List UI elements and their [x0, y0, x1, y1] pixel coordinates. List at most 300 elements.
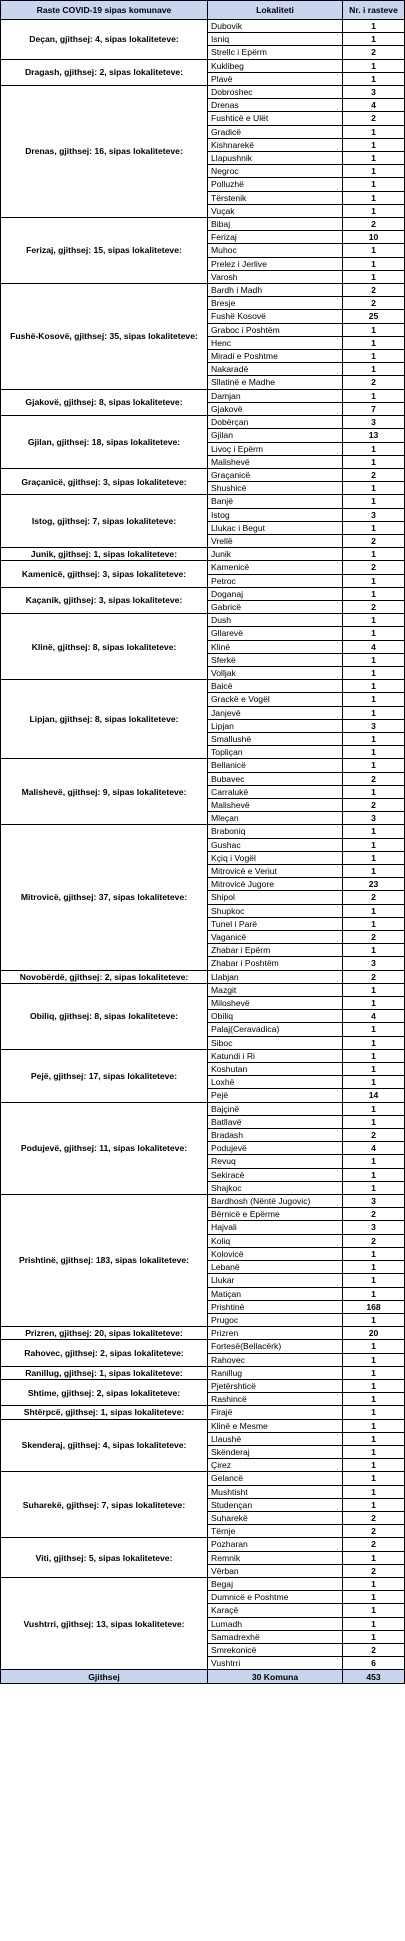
case-count-cell: 1 [343, 838, 405, 851]
case-count-cell: 23 [343, 878, 405, 891]
total-label: Gjithsej [1, 1670, 208, 1684]
case-count-cell: 2 [343, 772, 405, 785]
locality-cell: Kolovicë [208, 1247, 343, 1260]
municipality-cell: Lipjan, gjithsej: 8, sipas lokaliteteve: [1, 680, 208, 759]
table-row [1, 218, 405, 231]
case-count-cell: 1 [343, 1432, 405, 1445]
case-count-cell: 4 [343, 99, 405, 112]
case-count-cell: 2 [343, 468, 405, 481]
locality-cell: Mazgit [208, 983, 343, 996]
locality-cell: Koliq [208, 1234, 343, 1247]
case-count-cell: 1 [343, 257, 405, 270]
locality-cell: Gjilan [208, 429, 343, 442]
locality-cell: Siboc [208, 1036, 343, 1049]
municipality-cell: Novobërdë, gjithsej: 2, sipas lokaliteteve: [1, 970, 208, 983]
locality-cell: Sferkë [208, 653, 343, 666]
locality-cell: Remnik [208, 1551, 343, 1564]
locality-cell: Dobroshec [208, 86, 343, 99]
municipality-cell: Istog, gjithsej: 7, sipas lokaliteteve: [1, 495, 208, 548]
locality-cell: Lipjan [208, 719, 343, 732]
case-count-cell: 4 [343, 1010, 405, 1023]
case-count-cell: 1 [343, 1485, 405, 1498]
case-count-cell: 1 [343, 125, 405, 138]
locality-cell: Begaj [208, 1577, 343, 1590]
table-row [1, 1406, 405, 1419]
table-row [1, 284, 405, 297]
municipality-cell: Kaçanik, gjithsej: 3, sipas lokaliteteve: [1, 587, 208, 613]
municipality-cell: Podujevë, gjithsej: 11, sipas lokaliteteve: [1, 1102, 208, 1194]
case-count-cell: 1 [343, 178, 405, 191]
case-count-cell: 2 [343, 931, 405, 944]
municipality-cell: Skenderaj, gjithsej: 4, sipas lokaliteteve: [1, 1419, 208, 1472]
locality-cell: Volljak [208, 666, 343, 679]
header-count: Nr. i rasteve [343, 1, 405, 20]
locality-cell: Lumadh [208, 1617, 343, 1630]
municipality-cell: Gjilan, gjithsej: 18, sipas lokaliteteve: [1, 416, 208, 469]
locality-cell: Samadrexhë [208, 1630, 343, 1643]
table-row [1, 1472, 405, 1485]
locality-cell: Drenas [208, 99, 343, 112]
locality-cell: Bajçinë [208, 1102, 343, 1115]
case-count-cell: 1 [343, 20, 405, 33]
table-header-row [1, 1, 405, 20]
municipality-cell: Vushtrri, gjithsej: 13, sipas lokaliteteve: [1, 1577, 208, 1669]
case-count-cell: 1 [343, 495, 405, 508]
locality-cell: Gradicë [208, 125, 343, 138]
municipality-cell: Ferizaj, gjithsej: 15, sipas lokaliteteve: [1, 218, 208, 284]
locality-cell: Zhabar i Epërm [208, 944, 343, 957]
locality-cell: Kamenicë [208, 561, 343, 574]
municipality-cell: Obiliq, gjithsej: 8, sipas lokaliteteve: [1, 983, 208, 1049]
case-count-cell: 1 [343, 1406, 405, 1419]
locality-cell: Bellanicë [208, 759, 343, 772]
municipality-cell: Kamenicë, gjithsej: 3, sipas lokaliteteve: [1, 561, 208, 587]
case-count-cell: 2 [343, 561, 405, 574]
case-count-cell: 1 [343, 1419, 405, 1432]
locality-cell: Mleçan [208, 812, 343, 825]
case-count-cell: 1 [343, 204, 405, 217]
table-row [1, 759, 405, 772]
municipality-cell: Fushë-Kosovë, gjithsej: 35, sipas lokaliteteve: [1, 284, 208, 390]
case-count-cell: 6 [343, 1657, 405, 1670]
total-row [1, 1670, 405, 1684]
locality-cell: Gushac [208, 838, 343, 851]
locality-cell: Vushtrri [208, 1657, 343, 1670]
case-count-cell: 1 [343, 482, 405, 495]
table-row [1, 86, 405, 99]
municipality-cell: Mitrovicë, gjithsej: 37, sipas lokaliteteve: [1, 825, 208, 970]
case-count-cell: 2 [343, 297, 405, 310]
locality-cell: Sllatinë e Madhe [208, 376, 343, 389]
locality-cell: Vaganicë [208, 931, 343, 944]
table-row [1, 1340, 405, 1353]
municipality-cell: Rahovec, gjithsej: 2, sipas lokaliteteve: [1, 1340, 208, 1366]
table-row [1, 20, 405, 33]
case-count-cell: 1 [343, 693, 405, 706]
locality-cell: Janjevë [208, 706, 343, 719]
case-count-cell: 1 [343, 1287, 405, 1300]
case-count-cell: 3 [343, 812, 405, 825]
case-count-cell: 1 [343, 72, 405, 85]
case-count-cell: 1 [343, 1181, 405, 1194]
case-count-cell: 4 [343, 640, 405, 653]
case-count-cell: 1 [343, 1459, 405, 1472]
case-count-cell: 1 [343, 138, 405, 151]
case-count-cell: 1 [343, 574, 405, 587]
case-count-cell: 2 [343, 1511, 405, 1524]
header-municipality: Raste COVID-19 sipas komunave [1, 1, 208, 20]
case-count-cell: 1 [343, 350, 405, 363]
locality-cell: Prelez i Jerlive [208, 257, 343, 270]
locality-cell: Gllarevë [208, 627, 343, 640]
table-row [1, 680, 405, 693]
case-count-cell: 1 [343, 983, 405, 996]
header-locality: Lokaliteti [208, 1, 343, 20]
locality-cell: Graboc i Poshtëm [208, 323, 343, 336]
case-count-cell: 1 [343, 1577, 405, 1590]
locality-cell: Shushicë [208, 482, 343, 495]
locality-cell: Palaj(Ceravadica) [208, 1023, 343, 1036]
municipality-cell: Pejë, gjithsej: 17, sipas lokaliteteve: [1, 1049, 208, 1102]
case-count-cell: 1 [343, 191, 405, 204]
table-row [1, 1049, 405, 1062]
case-count-cell: 2 [343, 970, 405, 983]
case-count-cell: 1 [343, 1551, 405, 1564]
case-count-cell: 1 [343, 1049, 405, 1062]
locality-cell: Vërban [208, 1564, 343, 1577]
case-count-cell: 1 [343, 59, 405, 72]
case-count-cell: 1 [343, 1472, 405, 1485]
table-row [1, 1538, 405, 1551]
case-count-cell: 4 [343, 1142, 405, 1155]
locality-cell: Revuq [208, 1155, 343, 1168]
municipality-cell: Gjakovë, gjithsej: 8, sipas lokaliteteve: [1, 389, 208, 415]
table-row [1, 983, 405, 996]
total-count: 453 [343, 1670, 405, 1684]
locality-cell: Pozharan [208, 1538, 343, 1551]
locality-cell: Suharekë [208, 1511, 343, 1524]
table-row [1, 1195, 405, 1208]
table-row [1, 1366, 405, 1379]
case-count-cell: 1 [343, 627, 405, 640]
case-count-cell: 1 [343, 1036, 405, 1049]
locality-cell: Bardh i Madh [208, 284, 343, 297]
case-count-cell: 1 [343, 152, 405, 165]
municipality-cell: Viti, gjithsej: 5, sipas lokaliteteve: [1, 1538, 208, 1578]
case-count-cell: 3 [343, 416, 405, 429]
locality-cell: Pjetërshticë [208, 1379, 343, 1392]
municipality-cell: Shtërpcë, gjithsej: 1, sipas lokaliteteve: [1, 1406, 208, 1419]
case-count-cell: 3 [343, 86, 405, 99]
locality-cell: Ferizaj [208, 231, 343, 244]
case-count-cell: 1 [343, 944, 405, 957]
case-count-cell: 1 [343, 442, 405, 455]
locality-cell: Braboniq [208, 825, 343, 838]
locality-cell: Mushtisht [208, 1485, 343, 1498]
locality-cell: Loxhë [208, 1076, 343, 1089]
case-count-cell: 1 [343, 997, 405, 1010]
municipality-cell: Shtime, gjithsej: 2, sipas lokaliteteve: [1, 1379, 208, 1405]
locality-cell: Junik [208, 548, 343, 561]
case-count-cell: 2 [343, 112, 405, 125]
case-count-cell: 1 [343, 1353, 405, 1366]
municipality-cell: Junik, gjithsej: 1, sipas lokaliteteve: [1, 548, 208, 561]
locality-cell: Dush [208, 614, 343, 627]
total-municipalities: 30 Komuna [208, 1670, 343, 1684]
case-count-cell: 1 [343, 336, 405, 349]
locality-cell: Rashincë [208, 1393, 343, 1406]
case-count-cell: 1 [343, 244, 405, 257]
case-count-cell: 1 [343, 1076, 405, 1089]
locality-cell: Gabricë [208, 600, 343, 613]
locality-cell: Baicë [208, 680, 343, 693]
table-row [1, 587, 405, 600]
locality-cell: Isniq [208, 33, 343, 46]
table-row [1, 468, 405, 481]
case-count-cell: 2 [343, 600, 405, 613]
case-count-cell: 1 [343, 1366, 405, 1379]
municipality-cell: Ranillug, gjithsej: 1, sipas lokaliteteve: [1, 1366, 208, 1379]
case-count-cell: 1 [343, 1063, 405, 1076]
case-count-cell: 1 [343, 917, 405, 930]
locality-cell: Kishnarekë [208, 138, 343, 151]
locality-cell: Llabjan [208, 970, 343, 983]
locality-cell: Damjan [208, 389, 343, 402]
locality-cell: Kuklibeg [208, 59, 343, 72]
table-row [1, 389, 405, 402]
municipality-cell: Malishevë, gjithsej: 9, sipas lokaliteteve: [1, 759, 208, 825]
locality-cell: Doganaj [208, 587, 343, 600]
municipality-cell: Klinë, gjithsej: 8, sipas lokaliteteve: [1, 614, 208, 680]
case-count-cell: 25 [343, 310, 405, 323]
case-count-cell: 1 [343, 270, 405, 283]
locality-cell: Petroc [208, 574, 343, 587]
case-count-cell: 2 [343, 1208, 405, 1221]
locality-cell: Vuçak [208, 204, 343, 217]
locality-cell: Vrellë [208, 534, 343, 547]
case-count-cell: 2 [343, 1538, 405, 1551]
case-count-cell: 1 [343, 363, 405, 376]
case-count-cell: 1 [343, 1379, 405, 1392]
case-count-cell: 2 [343, 284, 405, 297]
case-count-cell: 1 [343, 1261, 405, 1274]
locality-cell: Fortesë(Bellacërk) [208, 1340, 343, 1353]
case-count-cell: 1 [343, 851, 405, 864]
case-count-cell: 2 [343, 218, 405, 231]
table-row [1, 1379, 405, 1392]
case-count-cell: 1 [343, 1102, 405, 1115]
locality-cell: Prizren [208, 1327, 343, 1340]
locality-cell: Karaçë [208, 1604, 343, 1617]
case-count-cell: 1 [343, 1393, 405, 1406]
locality-cell: Lebanë [208, 1261, 343, 1274]
case-count-cell: 1 [343, 1617, 405, 1630]
case-count-cell: 1 [343, 1168, 405, 1181]
case-count-cell: 1 [343, 759, 405, 772]
locality-cell: Koshutan [208, 1063, 343, 1076]
locality-cell: Hajvali [208, 1221, 343, 1234]
case-count-cell: 1 [343, 1604, 405, 1617]
locality-cell: Dubovik [208, 20, 343, 33]
locality-cell: Dobërçan [208, 416, 343, 429]
case-count-cell: 7 [343, 402, 405, 415]
case-count-cell: 3 [343, 957, 405, 970]
locality-cell: Matiçan [208, 1287, 343, 1300]
case-count-cell: 1 [343, 785, 405, 798]
locality-cell: Miradi e Poshtme [208, 350, 343, 363]
locality-cell: Henc [208, 336, 343, 349]
locality-cell: Bradash [208, 1129, 343, 1142]
case-count-cell: 2 [343, 1129, 405, 1142]
municipality-cell: Suharekë, gjithsej: 7, sipas lokaliteteve: [1, 1472, 208, 1538]
locality-cell: Llapushnik [208, 152, 343, 165]
locality-cell: Skënderaj [208, 1445, 343, 1458]
locality-cell: Klinë [208, 640, 343, 653]
locality-cell: Smallushë [208, 732, 343, 745]
case-count-cell: 1 [343, 666, 405, 679]
locality-cell: Graçanicë [208, 468, 343, 481]
locality-cell: Miloshevë [208, 997, 343, 1010]
locality-cell: Bërnicë e Epërme [208, 1208, 343, 1221]
municipality-cell: Dragash, gjithsej: 2, sipas lokaliteteve: [1, 59, 208, 85]
table-row [1, 970, 405, 983]
locality-cell: Klinë e Mesme [208, 1419, 343, 1432]
table-row [1, 495, 405, 508]
case-count-cell: 1 [343, 680, 405, 693]
case-count-cell: 1 [343, 1115, 405, 1128]
case-count-cell: 1 [343, 706, 405, 719]
municipality-cell: Deçan, gjithsej: 4, sipas lokaliteteve: [1, 20, 208, 60]
case-count-cell: 1 [343, 1247, 405, 1260]
locality-cell: Varosh [208, 270, 343, 283]
case-count-cell: 1 [343, 521, 405, 534]
locality-cell: Topliçan [208, 746, 343, 759]
case-count-cell: 1 [343, 825, 405, 838]
municipality-cell: Graçanicë, gjithsej: 3, sipas lokaliteteve: [1, 468, 208, 494]
case-count-cell: 1 [343, 1313, 405, 1326]
case-count-cell: 3 [343, 1195, 405, 1208]
locality-cell: Bardhosh (Nëntë Jugovic) [208, 1195, 343, 1208]
case-count-cell: 20 [343, 1327, 405, 1340]
locality-cell: Muhoc [208, 244, 343, 257]
table-row [1, 1102, 405, 1115]
case-count-cell: 1 [343, 389, 405, 402]
locality-cell: Negroc [208, 165, 343, 178]
case-count-cell: 2 [343, 1525, 405, 1538]
locality-cell: Bibaj [208, 218, 343, 231]
municipality-cell: Drenas, gjithsej: 16, sipas lokaliteteve: [1, 86, 208, 218]
table-row [1, 416, 405, 429]
locality-cell: Strellc i Epërm [208, 46, 343, 59]
locality-cell: Istog [208, 508, 343, 521]
case-count-cell: 2 [343, 534, 405, 547]
locality-cell: Nakaradë [208, 363, 343, 376]
case-count-cell: 1 [343, 165, 405, 178]
table-row [1, 1577, 405, 1590]
case-count-cell: 2 [343, 1643, 405, 1656]
locality-cell: Prugoc [208, 1313, 343, 1326]
table-body [1, 20, 405, 1670]
locality-cell: Gjakovë [208, 402, 343, 415]
locality-cell: Katundi i Ri [208, 1049, 343, 1062]
locality-cell: Zhabar i Poshtëm [208, 957, 343, 970]
table-row [1, 614, 405, 627]
case-count-cell: 1 [343, 904, 405, 917]
case-count-cell: 2 [343, 376, 405, 389]
case-count-cell: 1 [343, 1023, 405, 1036]
table-row [1, 1327, 405, 1340]
locality-cell: Sekiracë [208, 1168, 343, 1181]
locality-cell: Llukar [208, 1274, 343, 1287]
case-count-cell: 1 [343, 1591, 405, 1604]
case-count-cell: 3 [343, 508, 405, 521]
locality-cell: Dumnicë e Poshtme [208, 1591, 343, 1604]
table-row [1, 1419, 405, 1432]
case-count-cell: 2 [343, 46, 405, 59]
locality-cell: Llukac i Begut [208, 521, 343, 534]
case-count-cell: 1 [343, 33, 405, 46]
case-count-cell: 1 [343, 1155, 405, 1168]
locality-cell: Grackë e Vogël [208, 693, 343, 706]
locality-cell: Mitrovicë e Veriut [208, 865, 343, 878]
locality-cell: Tunel i Parë [208, 917, 343, 930]
case-count-cell: 1 [343, 1630, 405, 1643]
case-count-cell: 1 [343, 732, 405, 745]
case-count-cell: 168 [343, 1300, 405, 1313]
locality-cell: Bresje [208, 297, 343, 310]
locality-cell: Shupkoc [208, 904, 343, 917]
table-row [1, 561, 405, 574]
case-count-cell: 1 [343, 1445, 405, 1458]
case-count-cell: 2 [343, 1234, 405, 1247]
case-count-cell: 1 [343, 587, 405, 600]
case-count-cell: 10 [343, 231, 405, 244]
table-row [1, 59, 405, 72]
locality-cell: Tërnje [208, 1525, 343, 1538]
locality-cell: Mitrovicë Jugore [208, 878, 343, 891]
locality-cell: Studençan [208, 1498, 343, 1511]
case-count-cell: 1 [343, 1340, 405, 1353]
locality-cell: Carralukë [208, 785, 343, 798]
case-count-cell: 2 [343, 891, 405, 904]
case-count-cell: 3 [343, 1221, 405, 1234]
locality-cell: Tërstenik [208, 191, 343, 204]
locality-cell: Obiliq [208, 1010, 343, 1023]
locality-cell: Rahovec [208, 1353, 343, 1366]
locality-cell: Prishtinë [208, 1300, 343, 1313]
locality-cell: Llaushë [208, 1432, 343, 1445]
locality-cell: Firajë [208, 1406, 343, 1419]
case-count-cell: 13 [343, 429, 405, 442]
case-count-cell: 1 [343, 323, 405, 336]
case-count-cell: 1 [343, 455, 405, 468]
locality-cell: Podujevë [208, 1142, 343, 1155]
case-count-cell: 14 [343, 1089, 405, 1102]
locality-cell: Batllavë [208, 1115, 343, 1128]
case-count-cell: 1 [343, 1498, 405, 1511]
locality-cell: Livoç i Epërm [208, 442, 343, 455]
locality-cell: Ranillug [208, 1366, 343, 1379]
locality-cell: Malishevë [208, 798, 343, 811]
case-count-cell: 1 [343, 614, 405, 627]
locality-cell: Bubavec [208, 772, 343, 785]
table-row [1, 548, 405, 561]
municipality-cell: Prishtinë, gjithsej: 183, sipas lokaliteteve: [1, 1195, 208, 1327]
locality-cell: Gelancë [208, 1472, 343, 1485]
locality-cell: Banjë [208, 495, 343, 508]
locality-cell: Polluzhë [208, 178, 343, 191]
municipality-cell: Prizren, gjithsej: 20, sipas lokaliteteve: [1, 1327, 208, 1340]
